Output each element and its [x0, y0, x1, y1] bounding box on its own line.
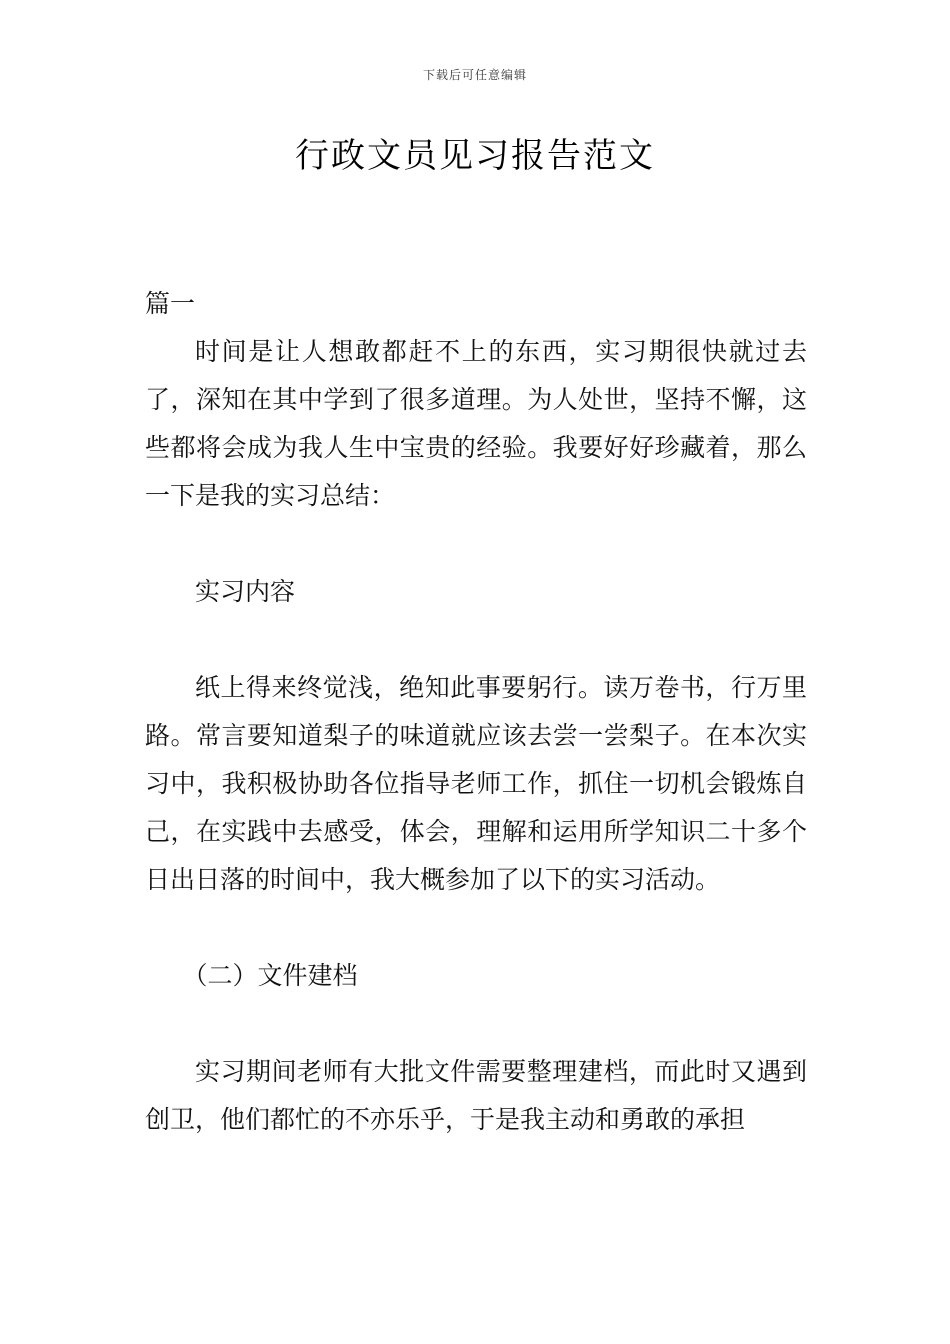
header-note: 下载后可任意编辑 [422, 68, 527, 82]
spacer [145, 616, 807, 664]
spacer [145, 520, 807, 568]
heading-content: 实习内容 [195, 577, 296, 606]
document-title: 行政文员见习报告范文 [295, 136, 655, 176]
filing-paragraph: 实习期间老师有大批文件需要整理建档，而此时又遇到创卫，他们都忙的不亦乐乎，于是我主动和勇敢的承担 [145, 1057, 807, 1134]
spacer [145, 1000, 807, 1048]
spacer [145, 904, 807, 952]
content-paragraph: 纸上得来终觉浅，绝知此事要躬行。读万卷书，行万里路。常言要知道梨子的味道就应该去尝一尝梨子。在本次实习中，我积极协助各位指导老师工作，抓住一切机会锻炼自己，在实践中去感受，体会，理解和运用所学知识二十多个日出日落的时间中，我大概参加了以下的实习活动。 [145, 673, 807, 894]
intro-paragraph: 时间是让人想敢都赶不上的东西，实习期很快就过去了，深知在其中学到了很多道理。为人处世，坚持不懈，这些都将会成为我人生中宝贵的经验。我要好好珍藏着，那么一下是我的实习总结： [145, 337, 807, 510]
section-label: 篇一 [145, 289, 196, 318]
heading-filing: （二）文件建档 [182, 961, 358, 990]
document-body [145, 280, 807, 1144]
